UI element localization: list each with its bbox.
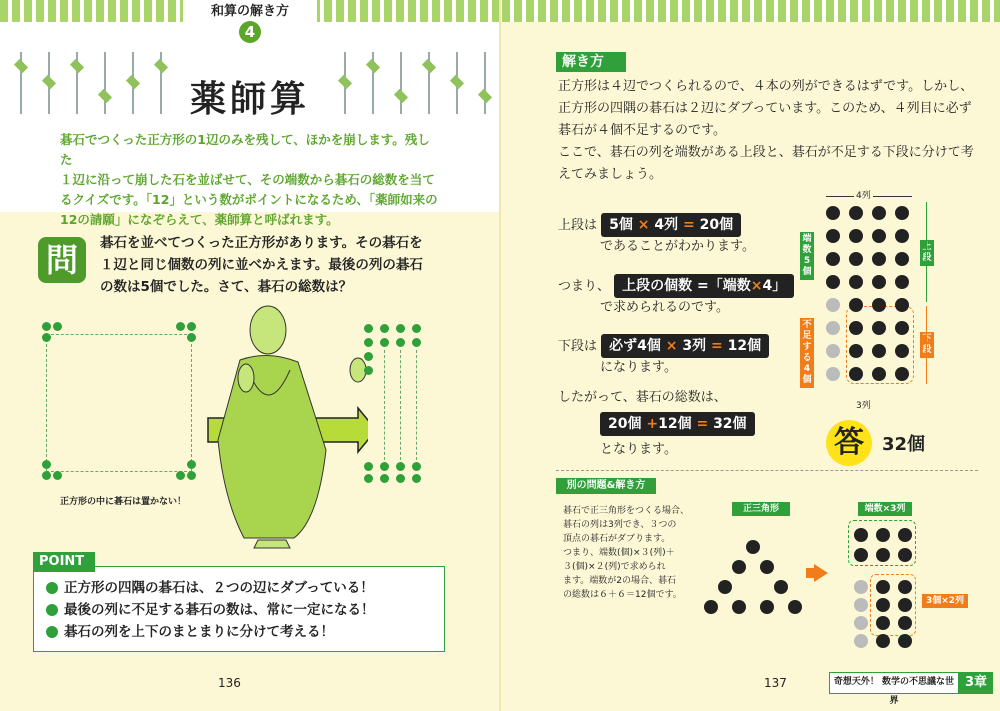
go-stone	[872, 344, 886, 358]
lower-formula: 必ず4個 × 3列 = 12個	[601, 334, 769, 358]
go-stone	[826, 367, 840, 381]
go-stone	[854, 528, 868, 542]
page-number-left: 136	[218, 676, 241, 690]
question-badge: 問	[38, 237, 86, 283]
arrow-icon	[814, 564, 828, 582]
go-stone	[895, 275, 909, 289]
triangle-label: 正三角形	[732, 502, 790, 516]
total-formula: 20個 +12個 = 32個	[600, 412, 755, 436]
question-text: 碁石を並べてつくった正方形があります。その碁石を １辺と同じ個数の列に並べかえます。最後の列の碁石 の数は5個でした。さて、碁石の総数は？	[100, 235, 423, 295]
go-stone	[895, 367, 909, 381]
go-stone	[895, 229, 909, 243]
go-stone	[774, 580, 788, 594]
go-stone	[898, 548, 912, 562]
go-stone	[872, 229, 886, 243]
go-stone	[826, 252, 840, 266]
point-box	[33, 566, 445, 652]
answer-value: 32個	[882, 434, 926, 455]
go-stone	[872, 252, 886, 266]
lower-row: 下段は 必ず4個 × 3列 = 12個 になります。	[558, 334, 769, 378]
intro-text: 碁石でつくった正方形の1辺のみを残して、ほかを崩します。残した １辺に沿って崩した石を並ばせて、その端数から碁石の総数を当て るクイズです。「12」という数がポイントになるため、「薬師如来の 12の請願」になぞらえて、薬師算と呼ばれます。	[60, 132, 438, 227]
go-stone	[876, 616, 890, 630]
go-stone	[898, 598, 912, 612]
go-stone	[854, 580, 868, 594]
go-stone	[872, 275, 886, 289]
page-title: 薬師算	[172, 70, 328, 130]
go-stone	[872, 321, 886, 335]
go-stone	[895, 298, 909, 312]
go-stone	[895, 321, 909, 335]
square-stone-figure	[40, 320, 200, 480]
section-tab	[183, 0, 317, 70]
go-stone	[872, 298, 886, 312]
go-stone	[849, 229, 863, 243]
go-stone	[898, 528, 912, 542]
go-stone	[895, 252, 909, 266]
go-stone	[898, 616, 912, 630]
point-item: 碁石の列を上下のまとまりに分けて考える！	[64, 624, 334, 640]
go-stone	[849, 344, 863, 358]
go-stone	[895, 206, 909, 220]
go-stone	[872, 206, 886, 220]
abacus-right-decoration	[332, 52, 492, 114]
go-stone	[876, 548, 890, 562]
abacus-left-decoration	[8, 52, 168, 114]
page-number-right: 137	[764, 676, 787, 690]
go-stone	[849, 206, 863, 220]
upper-formula: 5個 × 4列 = 20個	[601, 213, 741, 237]
tri-right-label1: 端数×3列	[858, 502, 912, 516]
total-row: したがって、碁石の総数は、 20個 +12個 = 32個 となります。	[558, 388, 755, 460]
go-stone	[826, 344, 840, 358]
go-stone	[826, 275, 840, 289]
footer-title: 奇想天外！ 数学の不思議な世界	[829, 672, 959, 694]
go-stone	[895, 344, 909, 358]
buddha-illustration	[198, 300, 368, 550]
triangle-figure	[704, 540, 814, 620]
go-stone	[898, 634, 912, 648]
go-stone	[876, 528, 890, 542]
go-stone	[854, 598, 868, 612]
go-stone	[872, 367, 886, 381]
top-stripe-right	[502, 0, 1000, 22]
go-stone	[760, 600, 774, 614]
section-divider	[556, 470, 978, 471]
go-stone	[849, 298, 863, 312]
upper-row: 上段は 5個 × 4列 = 20個 であることがわかります。	[558, 213, 755, 257]
go-stone	[826, 321, 840, 335]
go-stone	[849, 252, 863, 266]
point-item: 最後の列に不足する碁石の数は、常に一定になる！	[64, 602, 375, 618]
go-stone	[760, 560, 774, 574]
go-stone	[854, 616, 868, 630]
extra-label: 別の問題&解き方	[556, 478, 656, 494]
go-stone	[704, 600, 718, 614]
go-stone	[732, 600, 746, 614]
extra-text: 碁石で正三角形をつくる場合、 碁石の列は3列でき、３つの 頂点の碁石がダブります。 つまり、端数(個)×３(列)＋ ３(個)×２(列)で求められ ます。端数が2の場合、碁石 の総数は６＋６＝12個です。	[563, 506, 690, 600]
go-stone	[788, 600, 802, 614]
go-stone	[826, 298, 840, 312]
go-stone	[849, 321, 863, 335]
go-stone	[854, 634, 868, 648]
point-label: POINT	[33, 552, 95, 572]
thus-formula: 上段の個数 =「端数×4」	[614, 274, 794, 298]
stone-grid-diagram: 4列 端数5個 不足する4個 上段 下段 3列	[796, 186, 946, 408]
triangle-rearranged-figure	[850, 522, 920, 642]
go-stone	[732, 560, 746, 574]
go-stone	[876, 580, 890, 594]
go-stone	[876, 598, 890, 612]
go-stone	[876, 634, 890, 648]
chapter-badge: 3章	[959, 672, 993, 694]
go-stone	[746, 540, 760, 554]
go-stone	[718, 580, 732, 594]
section-number: 4	[239, 21, 261, 43]
answer-badge: 答	[826, 420, 872, 466]
solution-text: 正方形は４辺でつくられるので、４本の列ができるはずです。しかし、 正方形の四隅の碁石は２辺にダブっています。このため、４列目に必ず 碁石が４個不足するのです。 ここで、碁石の列を端数がある上段と、碁石が不足する下段に分けて考 えてみましょう。	[558, 79, 974, 182]
go-stone	[898, 580, 912, 594]
section-label: 和算の解き方	[210, 4, 289, 19]
go-stone	[826, 206, 840, 220]
thus-row: つまり、 上段の個数 =「端数×4」 で求められるのです。	[558, 274, 794, 318]
tri-right-label2: 3個×2列	[922, 594, 968, 608]
solution-label: 解き方	[556, 52, 626, 72]
point-item: 正方形の四隅の碁石は、２つの辺にダブっている！	[64, 580, 374, 596]
header-panel	[0, 4, 500, 227]
go-stone	[854, 548, 868, 562]
go-stone	[849, 367, 863, 381]
rearranged-stone-figure	[362, 322, 422, 482]
go-stone	[849, 275, 863, 289]
go-stone	[826, 229, 840, 243]
figure-caption: 正方形の中に碁石は置かない！	[60, 497, 187, 507]
page-gutter	[499, 0, 501, 711]
